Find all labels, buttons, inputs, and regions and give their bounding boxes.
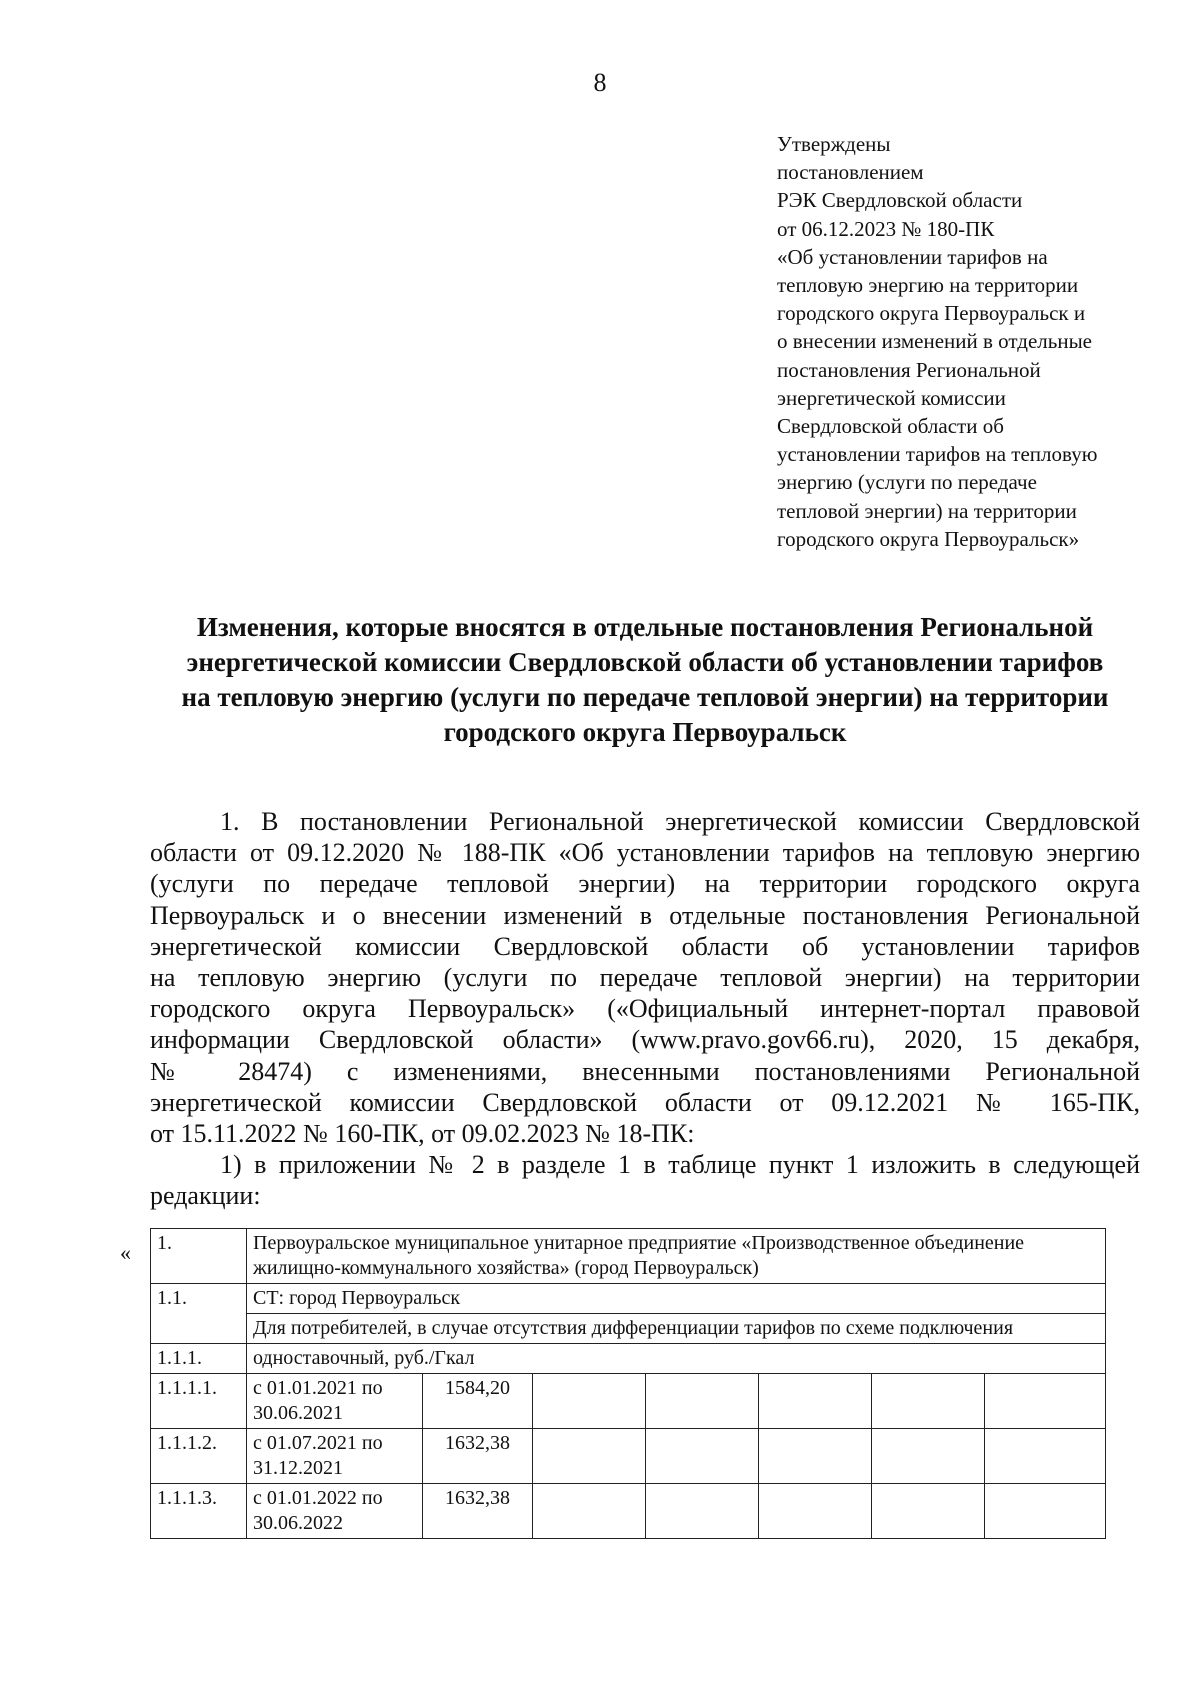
tariff-type: одноставочный, руб./Гкал (247, 1344, 1106, 1374)
approval-line: тепловой энергии) на территории (777, 498, 1077, 523)
period-cell: с 01.07.2021 по 31.12.2021 (247, 1429, 423, 1484)
body-line: энергетической комиссии Свердловской области от 09.12.2021 № 165-ПК, (150, 1087, 1140, 1117)
row-number: 1. (151, 1229, 247, 1284)
approval-line: постановления Региональной (777, 357, 1041, 382)
organization-name: Первоуральское муниципальное унитарное предприятие «Производственное объединение жилищно-коммунального хозяйства» (город Первоуральск) (247, 1229, 1106, 1284)
table-row (151, 1344, 1106, 1374)
tariff-value: 1584,20 (423, 1374, 533, 1429)
approval-line: Свердловской области об (777, 414, 1004, 439)
title-line: Изменения, которые вносятся в отдельные постановления Региональной (196, 612, 1094, 642)
empty-cell (533, 1484, 646, 1539)
quote-open-mark: « (120, 1240, 131, 1265)
body-line: 1) в приложении № 2 в разделе 1 в таблице пункт 1 изложить в следующей (220, 1150, 1140, 1180)
period-cell: с 01.01.2022 по 30.06.2022 (247, 1484, 423, 1539)
approval-line: постановлением (777, 160, 924, 185)
body-line: области от 09.12.2020 № 188-ПК «Об установлении тарифов на тепловую энергию (150, 838, 1140, 868)
body-line: (услуги по передаче тепловой энергии) на территории городского округа (150, 869, 1140, 899)
document-title (150, 610, 1140, 750)
title-line: на тепловую энергию (услуги по передаче тепловой энергии) на территории (181, 682, 1109, 712)
empty-cell (872, 1484, 985, 1539)
approval-line: Утверждены (777, 132, 891, 156)
table-row (151, 1429, 1106, 1484)
approval-line: энергию (услуги по передаче (777, 470, 1037, 495)
body-line: на тепловую энергию (услуги по передаче тепловой энергии) на территории (150, 963, 1140, 993)
title-line: энергетической комиссии Свердловской области об установлении тарифов (186, 647, 1104, 677)
table-row (151, 1374, 1106, 1429)
empty-cell (872, 1429, 985, 1484)
approval-line: о внесении изменений в отдельные (777, 329, 1092, 354)
body-line: от 15.11.2022 № 160-ПК, от 09.02.2023 № 18-ПК: (150, 1119, 695, 1149)
row-number: 1.1.1.2. (151, 1429, 247, 1484)
empty-cell (646, 1429, 759, 1484)
table-row (151, 1484, 1106, 1539)
table-row (151, 1284, 1106, 1314)
page-number: 8 (593, 68, 607, 97)
period-cell: с 01.01.2021 по 30.06.2021 (247, 1374, 423, 1429)
approval-line: РЭК Свердловской области (777, 188, 1023, 213)
approval-line: городского округа Первоуральск» (777, 526, 1080, 551)
empty-cell (533, 1374, 646, 1429)
empty-cell (872, 1374, 985, 1429)
row-number: 1.1.1.1. (151, 1374, 247, 1429)
approval-line: «Об установлении тарифов на (777, 244, 1048, 269)
empty-cell (759, 1429, 872, 1484)
consumer-category: Для потребителей, в случае отсутствия дифференциации тарифов по схеме подключения (247, 1314, 1106, 1344)
empty-cell (759, 1374, 872, 1429)
empty-cell (985, 1484, 1106, 1539)
approval-line: энергетической комиссии (777, 385, 1006, 410)
row-number: 1.1. (151, 1284, 247, 1344)
body-line: энергетической комиссии Свердловской области об установлении тарифов (150, 931, 1140, 961)
approval-block (777, 130, 1177, 553)
body-line: Первоуральск и о внесении изменений в отдельные постановления Региональной (150, 900, 1140, 930)
empty-cell (646, 1374, 759, 1429)
empty-cell (533, 1429, 646, 1484)
body-line: 1. В постановлении Региональной энергетической комиссии Свердловской (220, 807, 1140, 836)
row-number: 1.1.1. (151, 1344, 247, 1374)
body-line: информации Свердловской области» (www.pravo.gov66.ru), 2020, 15 декабря, (150, 1025, 1140, 1055)
body-line: редакции: (150, 1181, 261, 1211)
approval-line: тепловую энергию на территории (777, 273, 1079, 298)
empty-cell (985, 1429, 1106, 1484)
approval-line: от 06.12.2023 № 180-ПК (777, 216, 995, 241)
system-name: СТ: город Первоуральск (247, 1284, 1106, 1314)
tariff-value: 1632,38 (423, 1484, 533, 1539)
title-line: городского округа Первоуральск (443, 717, 847, 747)
body-line: городского округа Первоуральск» («Официальный интернет-портал правовой (150, 994, 1140, 1024)
body-text (150, 806, 1140, 1212)
approval-line: установлении тарифов на тепловую (777, 442, 1098, 467)
empty-cell (985, 1374, 1106, 1429)
empty-cell (646, 1484, 759, 1539)
table-row (151, 1314, 1106, 1344)
tariff-value: 1632,38 (423, 1429, 533, 1484)
body-line: № 28474) с изменениями, внесенными постановлениями Региональной (150, 1056, 1140, 1086)
row-number: 1.1.1.3. (151, 1484, 247, 1539)
approval-line: городского округа Первоуральск и (777, 301, 1086, 326)
table-row (151, 1229, 1106, 1284)
tariff-table (150, 1228, 1106, 1539)
empty-cell (759, 1484, 872, 1539)
